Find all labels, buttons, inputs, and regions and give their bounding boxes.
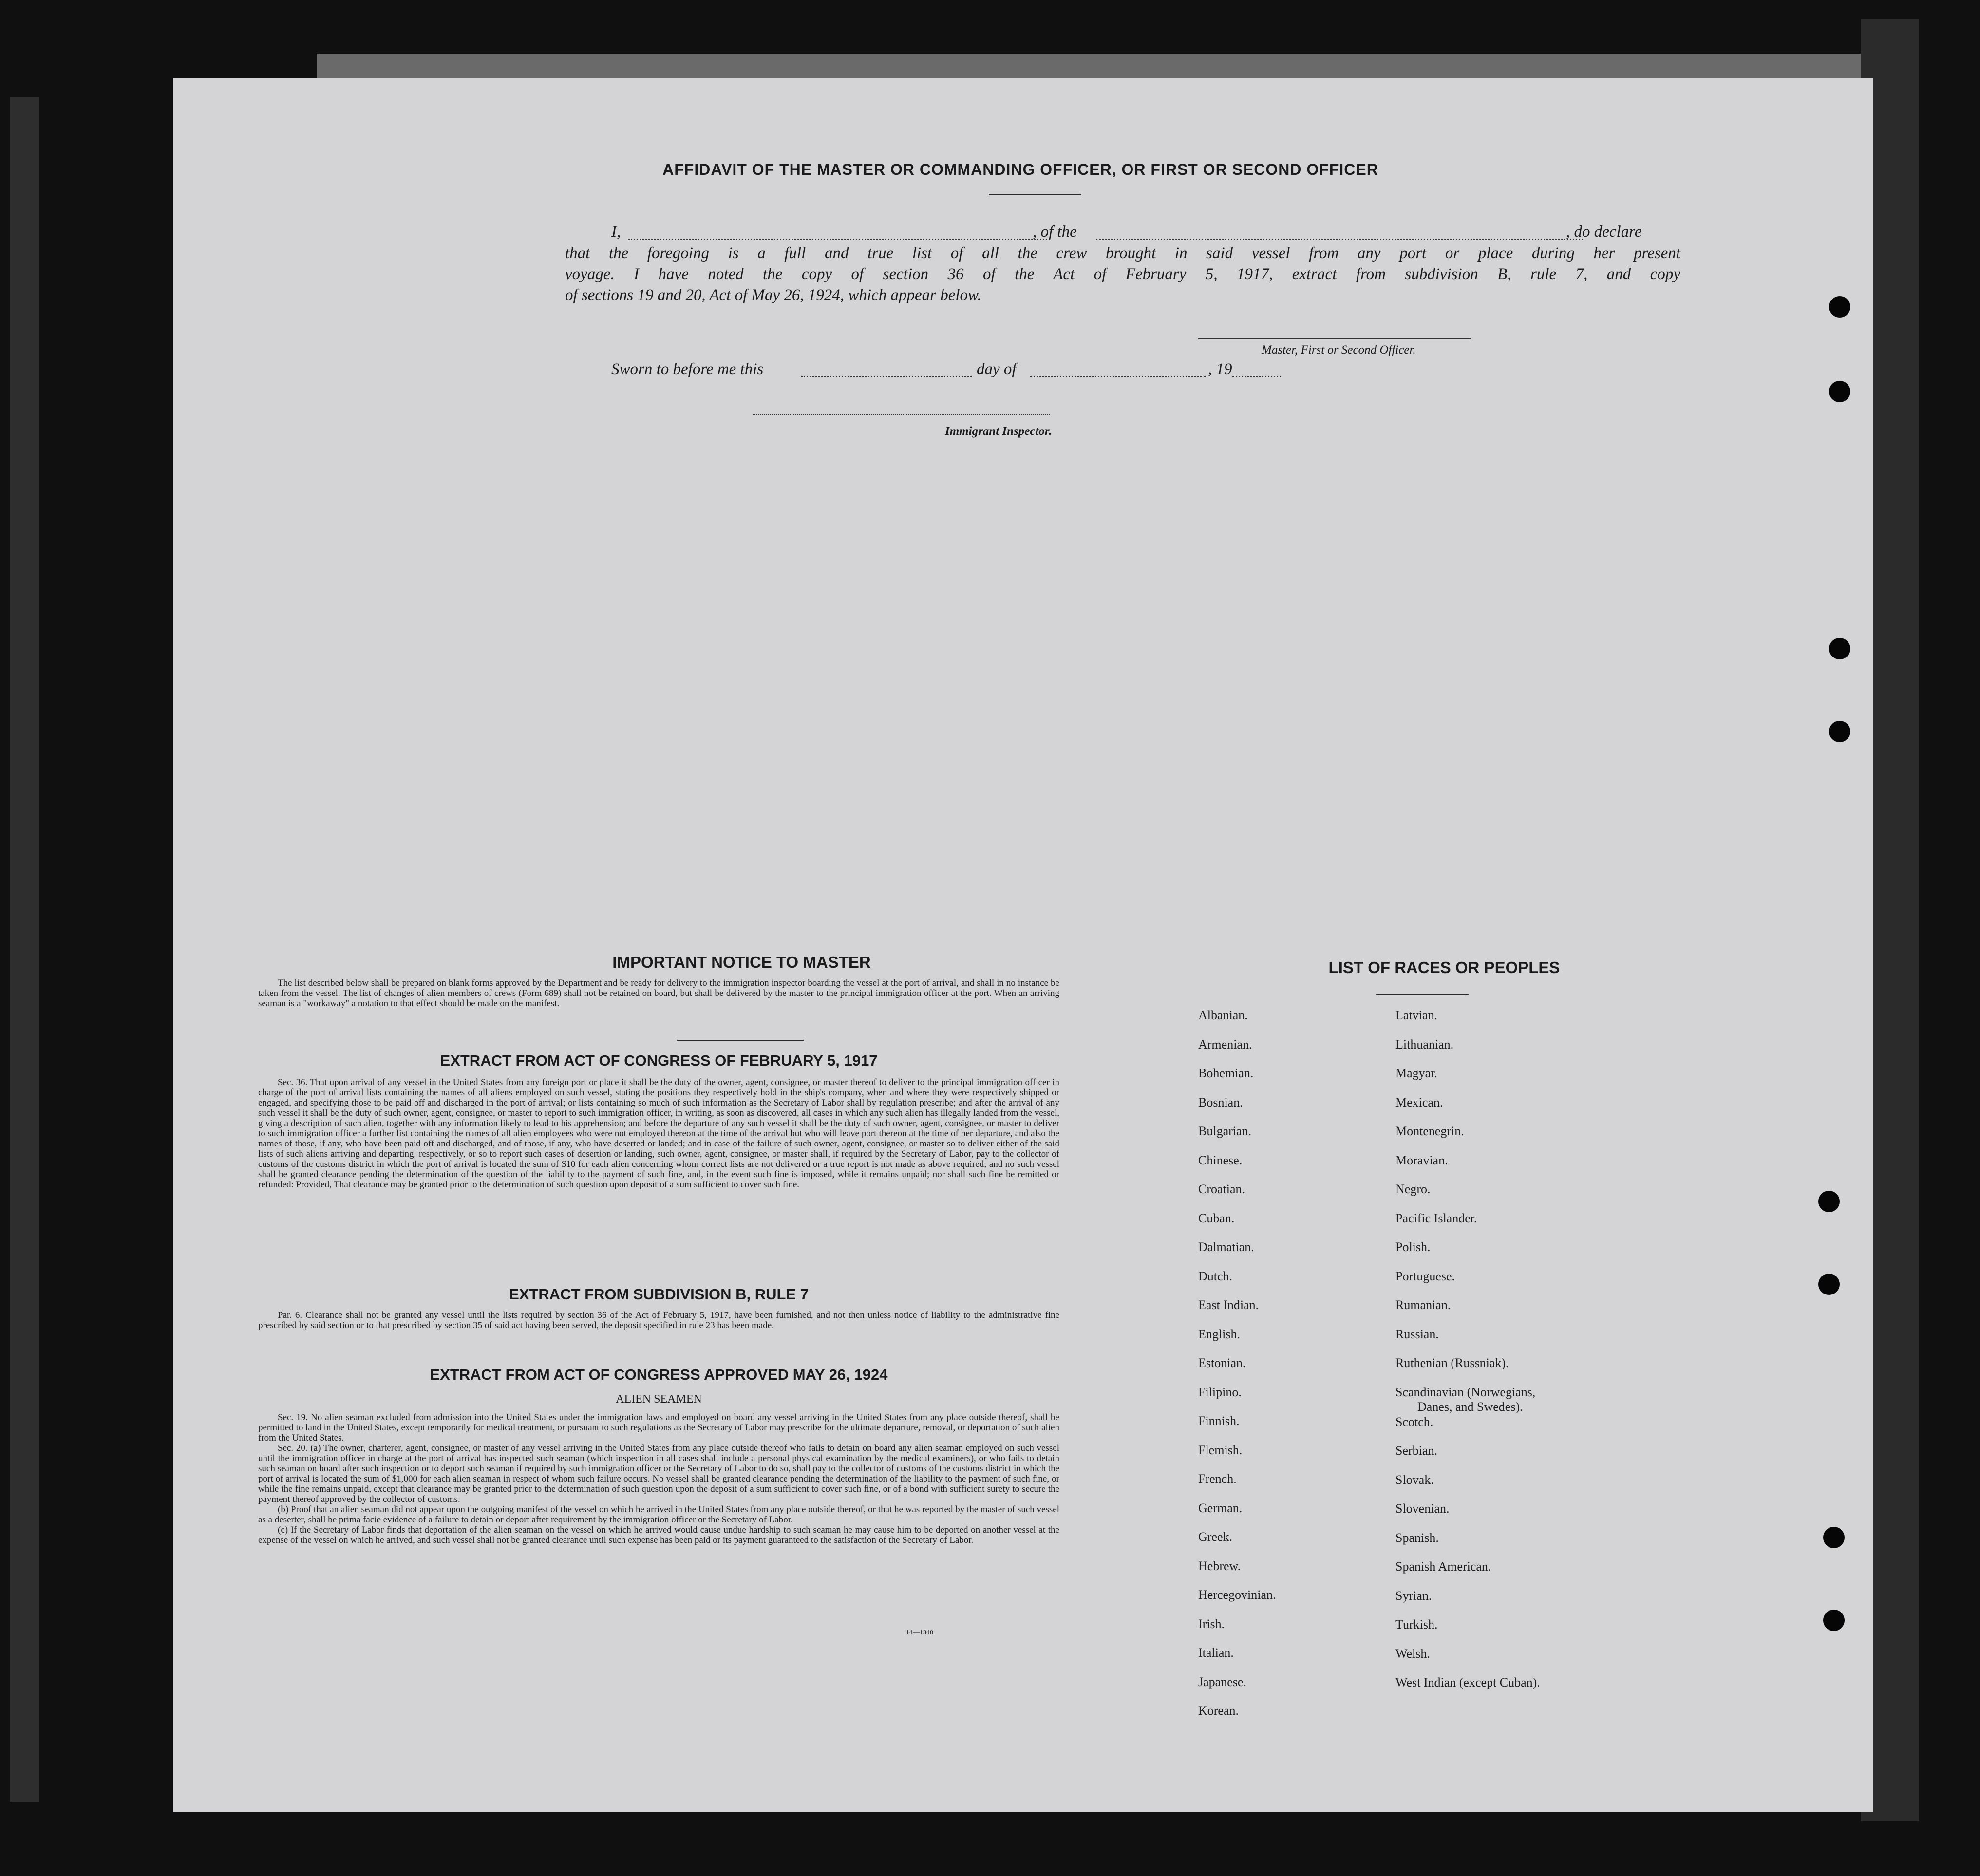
affidavit-title: AFFIDAVIT OF THE MASTER OR COMMANDING OFFICER, OR FIRST OR SECOND OFFICER <box>662 161 1378 178</box>
race-item-left: Filipino. <box>1198 1385 1242 1399</box>
race-item-right: Pacific Islander. <box>1395 1211 1477 1225</box>
master-signature-label: Master, First or Second Officer. <box>1262 343 1416 356</box>
sworn-month-blank <box>1030 376 1206 377</box>
race-item-left: Bohemian. <box>1198 1066 1254 1080</box>
punch-hole <box>1823 1527 1845 1548</box>
i-label: I, <box>611 223 621 241</box>
race-item-left: Greek. <box>1198 1530 1233 1544</box>
name-blank <box>628 239 1047 240</box>
race-item-right: Portuguese. <box>1395 1269 1455 1283</box>
affidavit-line-2: that the foregoing is a full and true list of all the crew brought in said vessel from any port or place during her present <box>565 244 1680 262</box>
sec-20c: (c) If the Secretary of Labor finds that deportation of the alien seaman on the vessel on which he arrived would cause undue hardship to such seaman he may cause him to be deported on another vessel at the expense of the vessel on which he arrived, and such vessel shall not be granted clearance until such expense has been paid or its payment guaranteed to the satisfaction of the Secretary of Labor. <box>258 1525 1059 1545</box>
alien-seamen-subtitle: ALIEN SEAMEN <box>616 1393 702 1406</box>
notice-body: The list described below shall be prepared on blank forms approved by the Department and be ready for delivery to the immigration inspector boarding the vessel at the port of arrival, and shall in no instance be taken from the vessel. The list of changes of alien members of crews (Form 689) shall not be retained on board, but shall be delivered by the master to the principal immigration officer at the port. When an arriving seaman is a "workaway" a notation to that effect should be made on the manifest. <box>258 978 1059 1009</box>
affidavit-line-4: of sections 19 and 20, Act of May 26, 1924, which appear below. <box>565 286 981 304</box>
master-signature-line <box>1198 338 1471 339</box>
notice-divider <box>677 1040 804 1041</box>
sworn-label: Sworn to before me this <box>611 360 764 378</box>
races-title: LIST OF RACES OR PEOPLES <box>1328 958 1560 976</box>
race-item-right: Scotch. <box>1395 1414 1433 1429</box>
race-item-left: Cuban. <box>1198 1211 1235 1225</box>
form-number: 14—1340 <box>906 1629 933 1636</box>
race-item-right: Ruthenian (Russniak). <box>1395 1356 1509 1370</box>
race-item-left: Estonian. <box>1198 1356 1246 1370</box>
race-item-left: Armenian. <box>1198 1037 1252 1051</box>
notice-title: IMPORTANT NOTICE TO MASTER <box>612 953 871 971</box>
race-item-right: Mexican. <box>1395 1095 1443 1109</box>
race-item-right: Serbian. <box>1395 1444 1437 1458</box>
race-item-right: Negro. <box>1395 1182 1431 1196</box>
race-item-right: Spanish American. <box>1395 1559 1491 1574</box>
document-page <box>173 78 1873 1812</box>
race-item-right: Turkish. <box>1395 1617 1438 1632</box>
race-item-left: Italian. <box>1198 1646 1234 1660</box>
race-item-left: Korean. <box>1198 1704 1239 1718</box>
race-item-right: Scandinavian (Norwegians, <box>1395 1385 1536 1399</box>
race-item-right: Polish. <box>1395 1240 1431 1254</box>
race-item-left: Hebrew. <box>1198 1558 1241 1573</box>
race-item-left: Dutch. <box>1198 1269 1233 1283</box>
race-item-right: Montenegrin. <box>1395 1124 1464 1138</box>
race-item-left: Bosnian. <box>1198 1095 1243 1109</box>
race-item-right: Syrian. <box>1395 1588 1432 1603</box>
underlying-sheet-left <box>10 97 39 1802</box>
sec-20a: Sec. 20. (a) The owner, charterer, agent, consignee, or master of any vessel arriving in the United States from any place outside thereof who fails to detain on board any alien seaman employed on such vessel until the immigration officer in charge at the port of arrival has inspected such seaman (which inspection in all cases shall include a personal physical examination by the medical examiners), or who fails to detain such seaman on board after such inspection or to deport such seaman if required by such immigration officer or the Secretary of Labor to do so, shall pay to the collector of customs of the customs district in which the port of arrival is located the sum of $1,000 for each alien seaman in respect of whom such failure occurs. No vessel shall be granted clearance pending the determination of the liability to the payment of such fine, or while the fine remains unpaid, except that clearance may be granted prior to the determination of such question upon the deposit of a sum sufficient to cover such fine, or of a bond with sufficient surety to secure the payment thereof approved by the collector of customs. <box>258 1443 1059 1504</box>
punch-hole <box>1829 638 1850 659</box>
extract-1924-body <box>258 1412 1059 1545</box>
race-item-right: Slovak. <box>1395 1472 1434 1487</box>
race-item-right: Welsh. <box>1395 1646 1430 1661</box>
race-item-left: East Indian. <box>1198 1298 1259 1312</box>
race-item-left: Hercegovinian. <box>1198 1588 1276 1602</box>
punch-hole <box>1818 1274 1840 1295</box>
of-the-label: , of the <box>1033 223 1077 241</box>
race-item-right: West Indian (except Cuban). <box>1395 1675 1540 1690</box>
race-item-left: Flemish. <box>1198 1443 1243 1457</box>
race-item-left: Dalmatian. <box>1198 1240 1254 1254</box>
title-underline <box>989 194 1081 195</box>
race-item-left: Japanese. <box>1198 1674 1246 1689</box>
race-item-left: German. <box>1198 1501 1243 1515</box>
punch-hole <box>1818 1191 1840 1212</box>
sec-20b: (b) Proof that an alien seaman did not appear upon the outgoing manifest of the vessel on which he arrived in the United States from any place outside thereof, or that he was reported by the master of such vessel as a deserter, shall be prima facie evidence of a failure to detain or deport after requirement by the immigration officer or the Secretary of Labor. <box>258 1504 1059 1525</box>
sec-19: Sec. 19. No alien seaman excluded from admission into the United States under the immigration laws and employed on board any vessel arriving in the United States from any place outside thereof, shall be permitted to land in the United States, except temporarily for medical treatment, or pursuant to such regulations as the Secretary of Labor may prescribe for the ultimate departure, removal, or deportation of such alien from the United States. <box>258 1412 1059 1443</box>
race-item-right: Slovenian. <box>1395 1501 1450 1516</box>
extract-rule7-body: Par. 6. Clearance shall not be granted any vessel until the lists required by section 36 of the Act of February 5, 1917, have been furnished, and not then unless notice of liability to the administrative fine prescribed by said section or to that prescribed by section 35 of said act having been served, the deposit specified in rule 23 has been made. <box>258 1310 1059 1331</box>
races-divider <box>1376 994 1469 995</box>
punch-hole <box>1829 381 1850 402</box>
year-prefix-label: , 19 <box>1208 360 1232 378</box>
day-of-label: day of <box>977 360 1017 378</box>
race-item-right-continuation: Danes, and Swedes). <box>1417 1399 1523 1414</box>
race-item-left: Irish. <box>1198 1616 1225 1631</box>
race-item-left: English. <box>1198 1327 1240 1341</box>
race-item-left: French. <box>1198 1472 1237 1486</box>
do-declare-label: , do declare <box>1566 223 1642 241</box>
race-item-right: Lithuanian. <box>1395 1037 1454 1051</box>
extract-1917-title: EXTRACT FROM ACT OF CONGRESS OF FEBRUARY 5, 1917 <box>440 1052 878 1069</box>
race-item-right: Rumanian. <box>1395 1298 1451 1312</box>
punch-hole <box>1823 1610 1845 1631</box>
extract-rule7-title: EXTRACT FROM SUBDIVISION B, RULE 7 <box>509 1286 809 1303</box>
race-item-right: Russian. <box>1395 1327 1439 1341</box>
extract-1924-title: EXTRACT FROM ACT OF CONGRESS APPROVED MAY 26, 1924 <box>430 1366 888 1383</box>
race-item-right: Spanish. <box>1395 1530 1439 1545</box>
race-item-right: Latvian. <box>1395 1008 1437 1022</box>
race-item-right: Moravian. <box>1395 1153 1448 1167</box>
punch-hole <box>1829 296 1850 318</box>
punch-hole <box>1829 721 1850 742</box>
race-item-left: Albanian. <box>1198 1008 1248 1022</box>
race-item-left: Croatian. <box>1198 1182 1245 1196</box>
race-item-right: Magyar. <box>1395 1066 1437 1080</box>
inspector-signature-line <box>753 414 1050 415</box>
vessel-blank <box>1096 239 1583 240</box>
sworn-year-blank <box>1232 376 1281 377</box>
sworn-day-blank <box>801 376 972 377</box>
race-item-left: Bulgarian. <box>1198 1124 1252 1138</box>
inspector-label: Immigrant Inspector. <box>945 425 1052 438</box>
affidavit-line-3: voyage. I have noted the copy of section 36 of the Act of February 5, 1917, extract from subdivision B, rule 7, and copy <box>565 265 1680 283</box>
race-item-left: Chinese. <box>1198 1153 1243 1167</box>
race-item-left: Finnish. <box>1198 1414 1240 1428</box>
extract-1917-body: Sec. 36. That upon arrival of any vessel in the United States from any foreign port or place it shall be the duty of the owner, agent, consignee, or master thereof to deliver to the principal immigration officer in charge of the port of arrival lists containing the names of all aliens employed on such vessel, stating the positions they respectively hold in the ship's company, when and where they were respectively shipped or engaged, and specifying those to be paid off and discharged in the port of arrival; or lists containing so much of such information as the Secretary of Labor shall by regulation prescribe; and after the arrival of any such vessel it shall be the duty of such owner, agent, consignee, or master to report to such immigration officer, in writing, as soon as discovered, all cases in which any such alien has illegally landed from the vessel, giving a description of such alien, together with any information likely to lead to his apprehension; and before the departure of any such vessel it shall be the duty of such owner, agent, consignee, or master to deliver to such immigration officer a further list containing the names of all alien employees who were not employed thereon at the time of the arrival but who will leave port thereon at the time of her departure, and also the names of those, if any, who have been paid off and discharged, and of those, if any, who have deserted or landed; and in case of the failure of such owner, agent, consignee, or master so to deliver either of the said lists of such aliens arriving and departing, respectively, or so to report such cases of desertion or landing, such owner, agent, consignee, or master shall, if required by the Secretary of Labor, pay to the collector of customs of the customs district in which the port of arrival is located the sum of $10 for each alien concerning whom correct lists are not delivered or a true report is not made as above required; and no such vessel shall be granted clearance pending the determination of the question of the liability to the payment of such fine, and, in the event such fine is imposed, while it remains unpaid; nor shall such fine be remitted or refunded: Provided, That clearance may be granted prior to the determination of such question upon deposit of a sum sufficient to cover such fine. <box>258 1077 1059 1190</box>
